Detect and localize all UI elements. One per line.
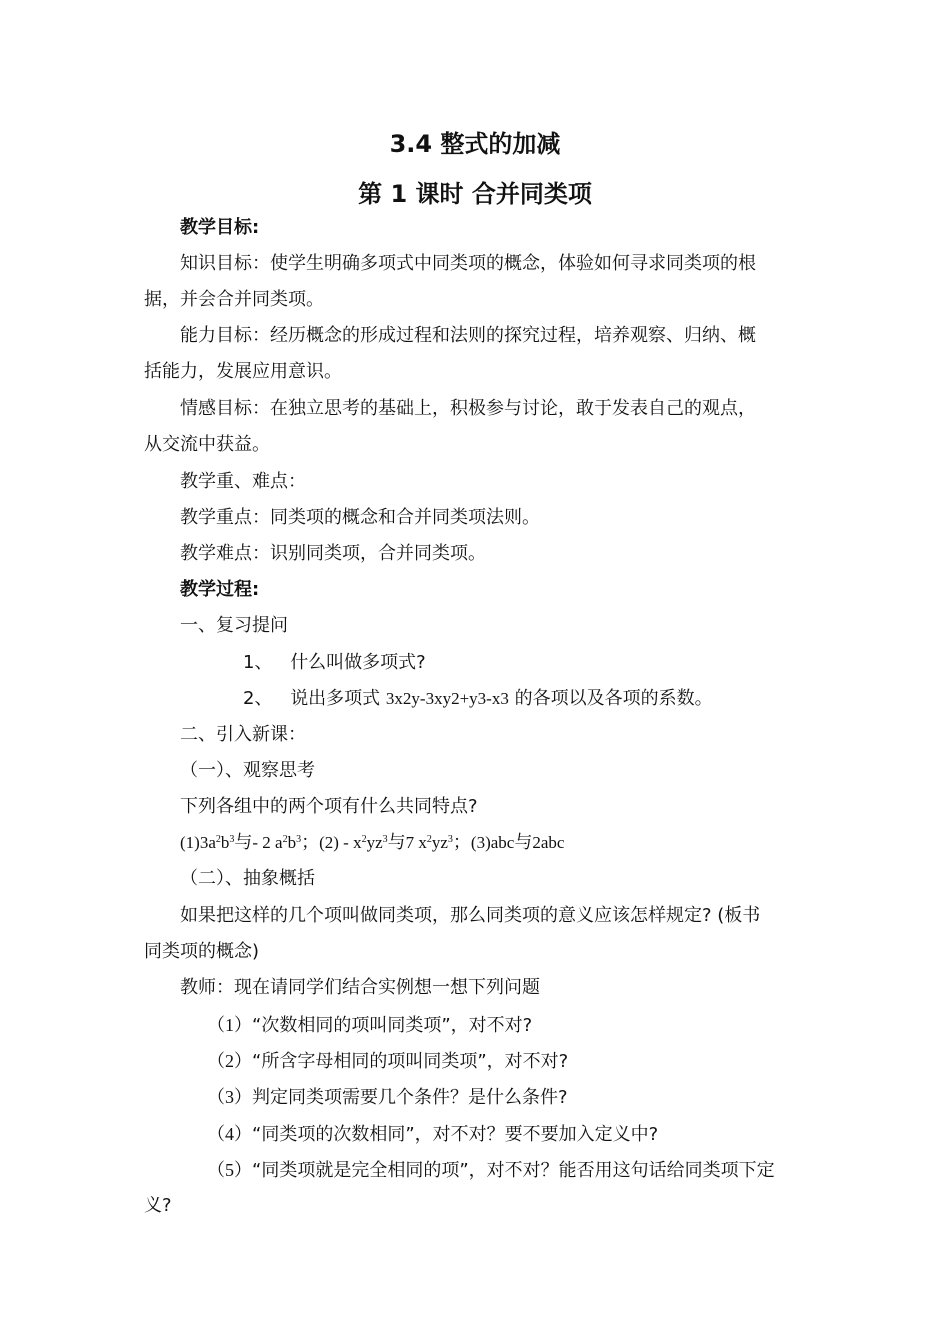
abstract-text-line-2: 同类项的概念) [144, 941, 260, 962]
discussion-question-1: （1）“次数相同的项叫同类项”，对不对? [207, 1015, 533, 1036]
teacher-prompt: 教师：现在请同学们结合实例想一想下列问题 [180, 977, 540, 998]
emotion-objective-line-1: 情感目标：在独立思考的基础上，积极参与讨论，敢于发表自己的观点， [180, 398, 756, 419]
example-3-term-a: (3)abc [470, 833, 515, 852]
key-point: 教学重点：同类项的概念和合并同类项法则。 [180, 507, 540, 528]
difficulty-point: 教学难点：识别同类项，合并同类项。 [180, 543, 486, 564]
discussion-question-5-continued: 义? [144, 1195, 172, 1216]
discussion-question-2: （2）“所含字母相同的项叫同类项”，对不对? [207, 1051, 569, 1072]
emotion-objective-line-2: 从交流中获益。 [144, 434, 270, 455]
knowledge-objective-line-1: 知识目标：使学生明确多项式中同类项的概念，体验如何寻求同类项的根 [180, 253, 756, 274]
new-lesson-heading: 二、引入新课： [180, 724, 306, 745]
ability-objective-line-2: 括能力，发展应用意识。 [144, 361, 342, 382]
like-terms-examples: $(1)3a^2b^3$与- 2 $a^2b^3$；$(2) - x^2yz^3$与7 $x^2yz^3$；(3)abc与2abc [180, 832, 565, 853]
question-number: 1、 [243, 652, 273, 673]
lesson-title: 第 1 课时 合并同类项 [358, 180, 592, 208]
question-text-suffix: 的各项以及各项的系数。 [514, 688, 713, 709]
example-3-term-b: 2abc [532, 833, 565, 852]
review-question-2 [243, 686, 713, 712]
discussion-question-5: （5）“同类项就是完全相同的项”，对不对？能否用这句话给同类项下定 [207, 1160, 775, 1181]
objectives-heading: 教学目标: [180, 217, 260, 238]
knowledge-objective-line-2: 据，并会合并同类项。 [144, 289, 324, 310]
observe-heading: （一）、观察思考 [180, 760, 315, 781]
process-heading: 教学过程: [180, 579, 260, 600]
question-text: 什么叫做多项式? [290, 652, 426, 673]
example-1-term-b: - 2 $a^2b^3$ [252, 833, 302, 852]
focus-heading: 教学重、难点： [180, 471, 306, 492]
discussion-question-3: （3）判定同类项需要几个条件？是什么条件? [207, 1087, 568, 1108]
review-question-1 [243, 650, 426, 676]
observe-question: 下列各组中的两个项有什么共同特点? [180, 796, 478, 817]
polynomial-expression: 3x2y-3xy2+y3-x3 [385, 689, 509, 708]
question-text-prefix: 说出多项式 [290, 688, 381, 709]
example-2-term-b: 7 $x^2yz^3$ [405, 833, 453, 852]
example-2-term-a: $(2) - x^2yz^3$ [319, 833, 388, 852]
ability-objective-line-1: 能力目标：经历概念的形成过程和法则的探究过程，培养观察、归纳、概 [180, 325, 756, 346]
discussion-question-4: （4）“同类项的次数相同”，对不对？要不要加入定义中? [207, 1124, 659, 1145]
example-1-term-a: $(1)3a^2b^3$ [180, 833, 235, 852]
review-heading: 一、复习提问 [180, 615, 288, 636]
abstract-text-line-1: 如果把这样的几个项叫做同类项，那么同类项的意义应该怎样规定? (板书 [180, 905, 761, 926]
abstract-heading: （二）、抽象概括 [180, 868, 315, 889]
section-title: 3.4 整式的加减 [389, 130, 561, 158]
question-number: 2、 [243, 688, 273, 709]
